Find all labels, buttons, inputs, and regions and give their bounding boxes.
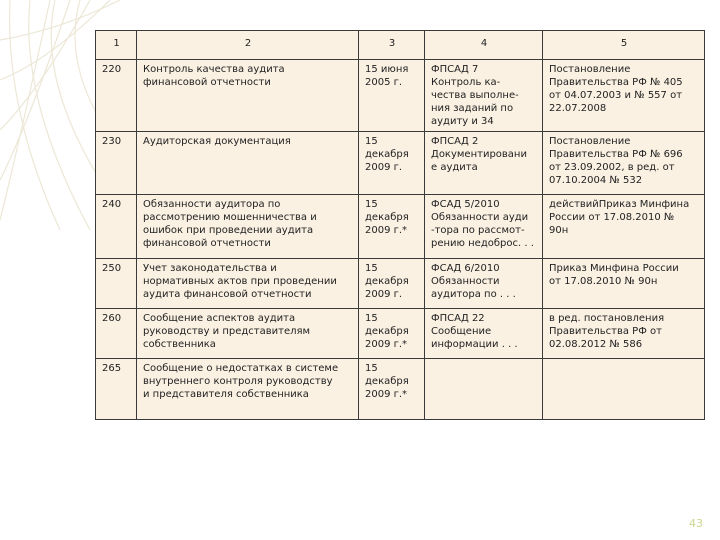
title-cell: Обязанности аудитора по рассмотрению мошенничества и ошибок при проведении аудита финансовой отчетности <box>137 195 359 259</box>
row-number-cell: 250 <box>96 259 137 309</box>
header-cell: 3 <box>359 31 425 60</box>
standard-cell: ФПСАД 22 Сообщение информации . . . <box>425 309 543 359</box>
date-cell: 15 июня 2005 г. <box>359 60 425 132</box>
date-cell: 15 декабря 2009 г. <box>359 132 425 195</box>
act-cell: Постановление Правительства РФ № 696 от 23.09.2002, в ред. от 07.10.2004 № 532 <box>543 132 705 195</box>
row-number-cell: 230 <box>96 132 137 195</box>
title-cell: Контроль качества аудита финансовой отчетности <box>137 60 359 132</box>
header-cell: 2 <box>137 31 359 60</box>
row-number-cell: 265 <box>96 359 137 420</box>
title-cell: Сообщение о недостатках в системе внутреннего контроля руководству и представителя собственника <box>137 359 359 420</box>
date-cell: 15 декабря 2009 г. <box>359 259 425 309</box>
title-cell: Аудиторская документация <box>137 132 359 195</box>
date-cell: 15 декабря 2009 г.* <box>359 359 425 420</box>
row-number-cell: 220 <box>96 60 137 132</box>
regulations-table <box>95 30 705 420</box>
table-row <box>96 359 705 420</box>
act-cell: действийПриказ Минфина России от 17.08.2010 № 90н <box>543 195 705 259</box>
row-number-cell: 260 <box>96 309 137 359</box>
act-cell: Приказ Минфина России от 17.08.2010 № 90н <box>543 259 705 309</box>
header-cell: 4 <box>425 31 543 60</box>
page-number: 43 <box>689 517 703 530</box>
act-cell <box>543 359 705 420</box>
header-cell: 5 <box>543 31 705 60</box>
table-row <box>96 259 705 309</box>
act-cell: в ред. постановления Правительства РФ от 02.08.2012 № 586 <box>543 309 705 359</box>
table-header-row <box>96 31 705 60</box>
header-cell: 1 <box>96 31 137 60</box>
standard-cell: ФСАД 5/2010 Обязанности ауди -тора по рассмот- рению недоброс. . . <box>425 195 543 259</box>
date-cell: 15 декабря 2009 г.* <box>359 195 425 259</box>
standard-cell <box>425 359 543 420</box>
title-cell: Учет законодательства и нормативных актов при проведении аудита финансовой отчетности <box>137 259 359 309</box>
title-cell: Сообщение аспектов аудита руководству и представителям собственника <box>137 309 359 359</box>
table-row <box>96 132 705 195</box>
standard-cell: ФПСАД 7 Контроль ка- чества выполне- ния заданий по аудиту и 34 <box>425 60 543 132</box>
date-cell: 15 декабря 2009 г.* <box>359 309 425 359</box>
row-number-cell: 240 <box>96 195 137 259</box>
table-row <box>96 309 705 359</box>
act-cell: Постановление Правительства РФ № 405 от 04.07.2003 и № 557 от 22.07.2008 <box>543 60 705 132</box>
table-row <box>96 195 705 259</box>
standard-cell: ФСАД 6/2010 Обязанности аудитора по . . . <box>425 259 543 309</box>
standard-cell: ФПСАД 2 Документировани е аудита <box>425 132 543 195</box>
table-row <box>96 60 705 132</box>
